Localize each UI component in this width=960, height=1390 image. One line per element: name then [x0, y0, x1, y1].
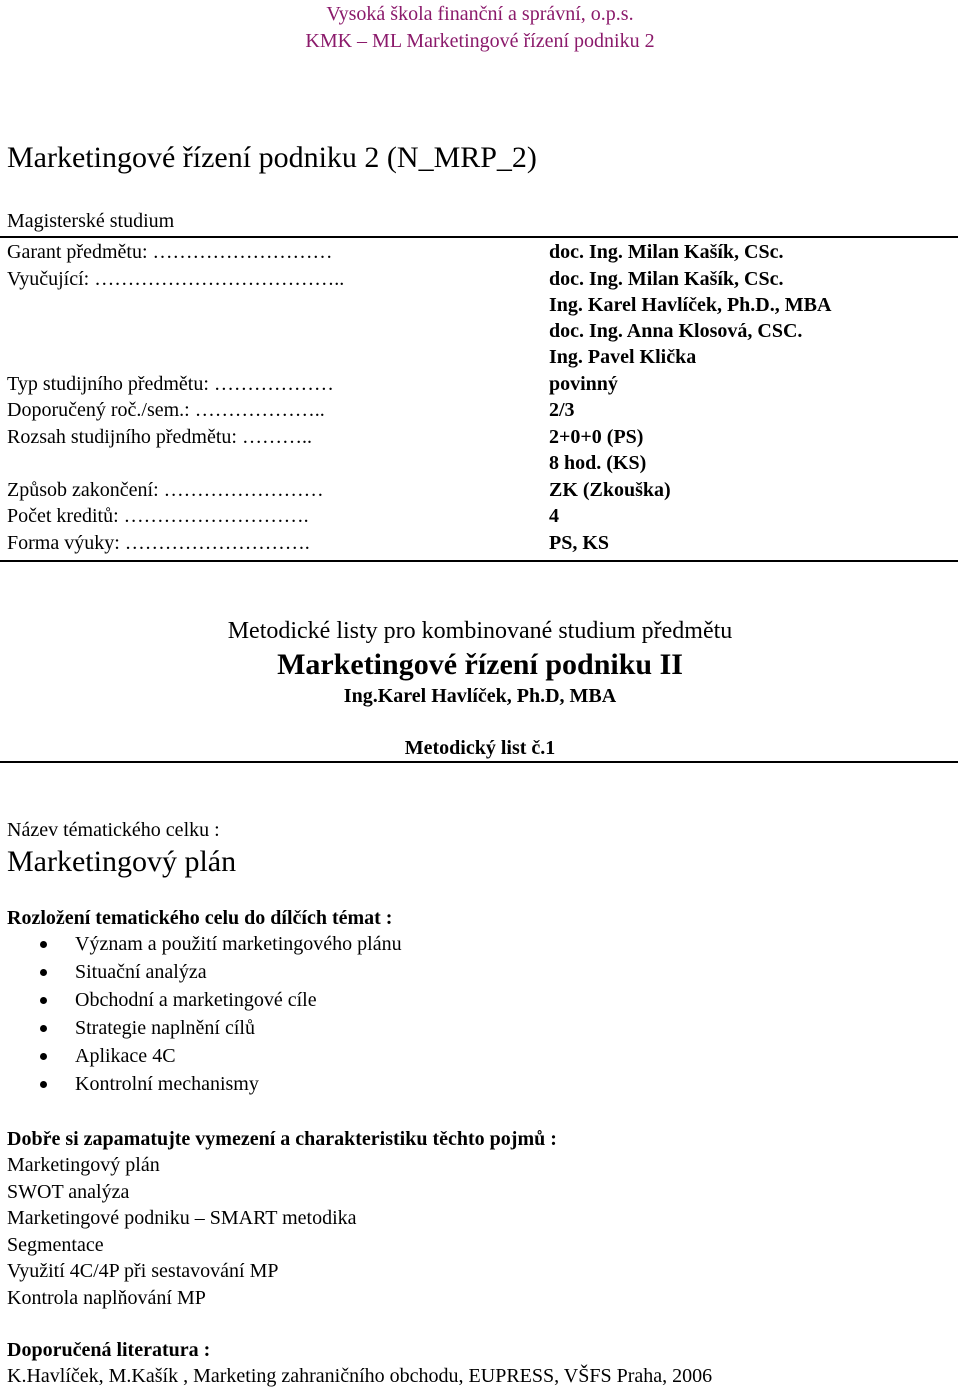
list-item: Význam a použití marketingového plánu	[0, 932, 402, 960]
topic-name: Marketingový plán	[7, 845, 237, 878]
list-item: Strategie naplnění cílů	[0, 1016, 402, 1044]
terms-heading: Dobře si zapamatujte vymezení a charakteristiku těchto pojmů :	[7, 1128, 557, 1150]
list-item: Aplikace 4C	[0, 1044, 402, 1072]
form-value: PS, KS	[549, 532, 610, 554]
breakdown-list	[0, 932, 402, 1100]
scope-label: Rozsah studijního předmětu: ………..	[7, 426, 312, 448]
list-item: Obchodní a marketingové cíle	[0, 988, 402, 1016]
teacher-1: doc. Ing. Milan Kašík, CSc.	[549, 268, 784, 290]
bullet-icon	[40, 1081, 47, 1088]
list-item: Marketingový plán	[7, 1154, 160, 1176]
garant-label: Garant předmětu: ………………………	[7, 241, 333, 263]
year-value: 2/3	[549, 399, 575, 421]
teacher-3: doc. Ing. Anna Klosová, CSC.	[549, 320, 803, 342]
bullet-icon	[40, 1053, 47, 1060]
completion-value: ZK (Zkouška)	[549, 479, 671, 501]
literature-item: K.Havlíček, M.Kašík , Marketing zahraničního obchodu, EUPRESS, VŠFS Praha, 2006	[7, 1365, 713, 1387]
form-label: Forma výuky: ……………………….	[7, 532, 310, 554]
teacher-2: Ing. Karel Havlíček, Ph.D., MBA	[549, 294, 832, 316]
methodic-sheet: Metodický list č.1	[404, 737, 556, 759]
completion-label: Způsob zakončení: ……………………	[7, 479, 324, 501]
year-label: Doporučený roč./sem.: ………………..	[7, 399, 325, 421]
bullet-icon	[40, 1025, 47, 1032]
bullet-icon	[40, 941, 47, 948]
study-type: Magisterské studium	[7, 210, 175, 232]
info-bottom-divider	[0, 560, 958, 562]
header-course: KMK – ML Marketingové řízení podniku 2	[305, 30, 655, 52]
credits-label: Počet kreditů: ……………………….	[7, 505, 309, 527]
list-item: Kontrolní mechanismy	[0, 1072, 402, 1100]
list-item: Využití 4C/4P při sestavování MP	[7, 1260, 279, 1282]
teacher-4: Ing. Pavel Klička	[549, 346, 697, 368]
terms-list	[7, 1153, 357, 1312]
bullet-icon	[40, 969, 47, 976]
list-item: Situační analýza	[0, 960, 402, 988]
list-item: SWOT analýza	[7, 1180, 130, 1203]
methodic-intro: Metodické listy pro kombinované studium předmětu	[227, 618, 733, 644]
scope-value-1: 2+0+0 (PS)	[549, 426, 644, 448]
methodic-author: Ing.Karel Havlíček, Ph.D, MBA	[343, 685, 617, 707]
type-label: Typ studijního předmětu: ………………	[7, 373, 334, 395]
bullet-icon	[40, 997, 47, 1004]
breakdown-heading: Rozložení tematického celu do dílčích témat :	[7, 907, 393, 929]
scope-value-2: 8 hod. (KS)	[549, 452, 647, 474]
list-item: Marketingové podniku – SMART metodika	[7, 1207, 357, 1229]
garant-value: doc. Ing. Milan Kašík, CSc.	[549, 241, 784, 263]
methodic-subject: Marketingové řízení podniku II	[277, 648, 683, 681]
methodic-divider	[0, 761, 958, 763]
header-school: Vysoká škola finanční a správní, o.p.s.	[326, 3, 634, 25]
info-top-divider	[0, 236, 958, 238]
list-item: Kontrola naplňování MP	[7, 1286, 206, 1309]
literature-heading: Doporučená literatura :	[7, 1339, 211, 1361]
type-value: povinný	[549, 373, 618, 395]
list-item: Segmentace	[7, 1233, 104, 1256]
credits-value: 4	[549, 505, 559, 527]
document-title: Marketingové řízení podniku 2 (N_MRP_2)	[7, 141, 537, 174]
topic-label: Název tématického celku :	[7, 819, 220, 841]
teachers-label: Vyučující: ………………………………..	[7, 268, 345, 290]
